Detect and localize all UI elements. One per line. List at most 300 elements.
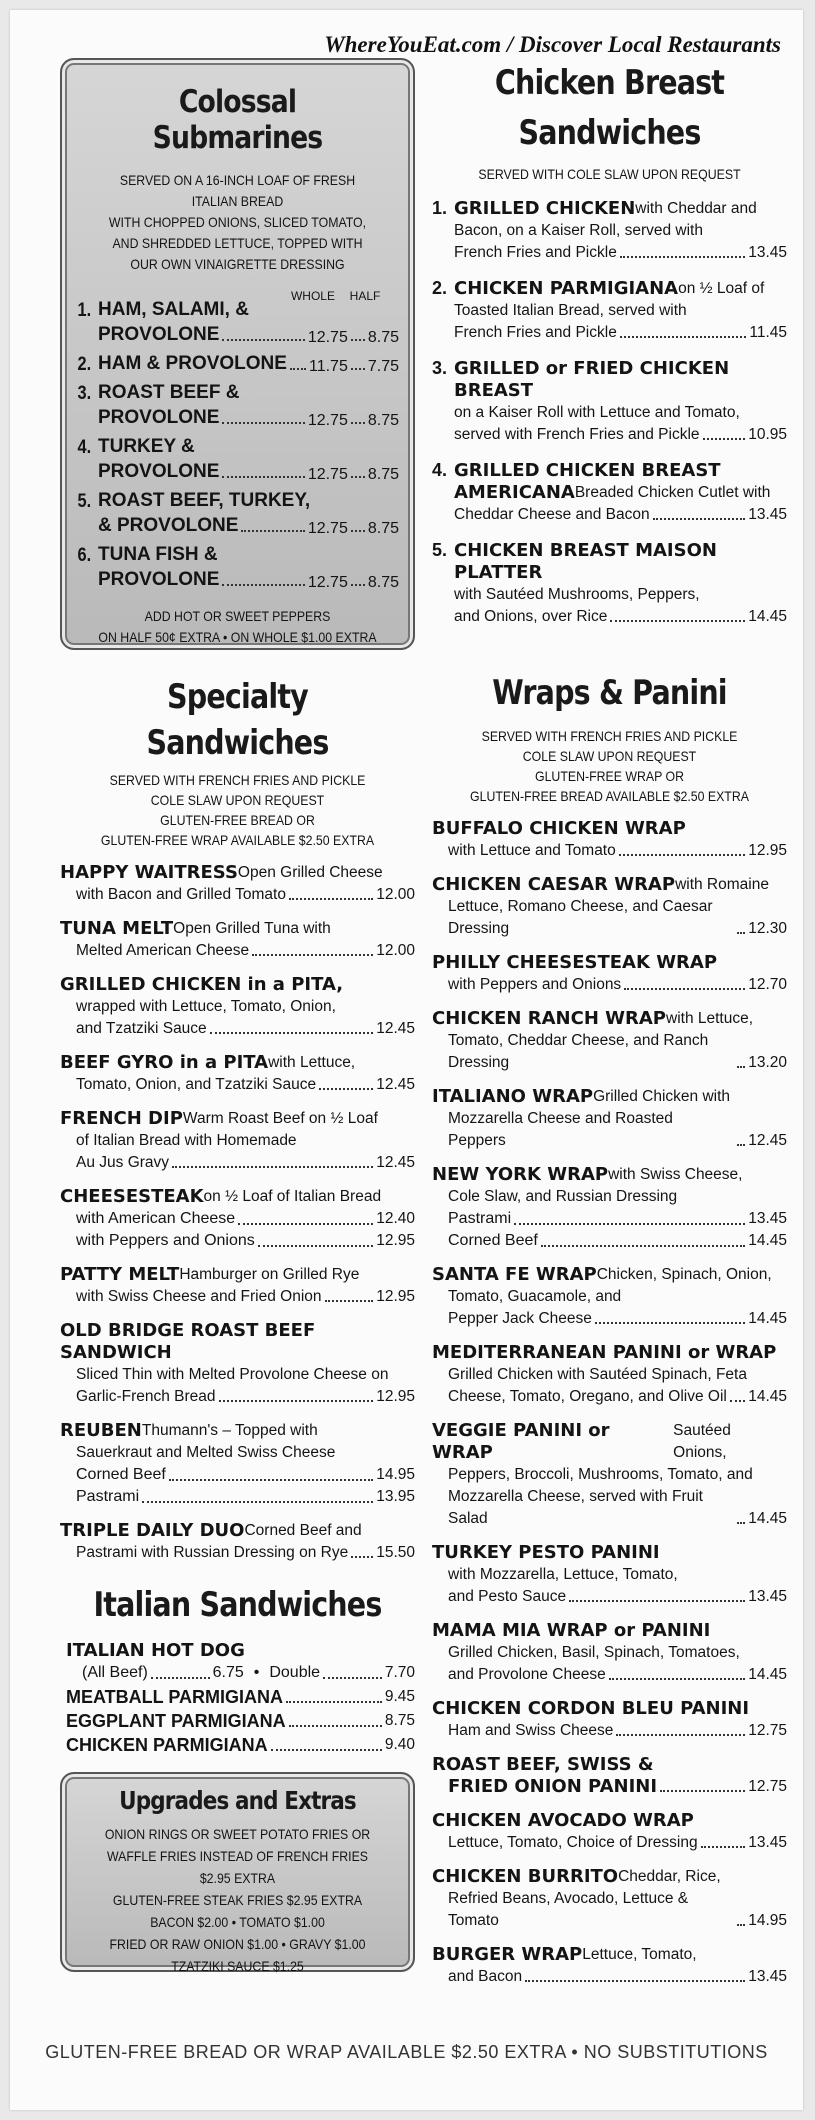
item-title-line <box>432 1776 787 1798</box>
item-desc: Cheddar, Rice, <box>618 1868 721 1885</box>
item-desc: Toasted Italian Bread, served with <box>454 302 687 319</box>
item-title-line <box>60 1320 415 1364</box>
menu-item[interactable] <box>432 1342 787 1408</box>
item-title-line <box>432 1542 787 1564</box>
item-title-line <box>432 818 787 840</box>
menu-item[interactable] <box>60 1052 415 1096</box>
chicken-item[interactable] <box>432 198 787 264</box>
dot-leader <box>351 422 365 424</box>
submarine-name-line <box>76 434 399 459</box>
item-name: TURKEY & <box>98 436 195 457</box>
dot-leader <box>210 1032 374 1034</box>
item-desc-line <box>454 300 787 322</box>
item-number: 3. <box>77 383 92 404</box>
whole-price: 12.75 <box>307 329 348 346</box>
item-name: PHILLY CHEESESTEAK WRAP <box>432 952 718 973</box>
item-desc: Sliced Thin with Melted Provolone Cheese on <box>76 1366 389 1383</box>
wraps-title: Wraps & Panini <box>492 673 727 713</box>
item-name: MAMA MIA WRAP or PANINI <box>432 1620 711 1641</box>
menu-item[interactable] <box>60 1108 415 1174</box>
item-name: ROAST BEEF & <box>98 382 240 403</box>
item-number: 1. <box>432 198 448 218</box>
item-price: 11.45 <box>749 324 787 341</box>
dot-leader <box>609 1678 746 1680</box>
item-desc-line <box>60 1130 415 1152</box>
menu-item[interactable] <box>432 818 787 862</box>
item-title-line <box>454 198 787 220</box>
item-name: PROVOLONE <box>98 461 220 482</box>
item-price: 12.75 <box>748 1722 787 1739</box>
submarine-name-line <box>76 380 399 405</box>
item-title-line <box>60 918 415 940</box>
item-desc-line <box>454 584 787 606</box>
item-desc-line <box>432 896 787 940</box>
item-number: 1. <box>77 300 92 321</box>
half-price: 8.75 <box>367 329 399 346</box>
dot-leader <box>737 1144 745 1146</box>
item-desc: Mozzarella Cheese and Roasted Peppers <box>448 1110 673 1149</box>
item-name: CHICKEN BURRITO <box>432 1866 619 1887</box>
item-name: MEDITERRANEAN PANINI or WRAP <box>432 1342 777 1363</box>
dot-leader <box>569 1600 745 1602</box>
item-desc: Breaded Chicken Cutlet with <box>574 484 771 501</box>
dot-leader <box>351 339 365 341</box>
item-desc: French Fries and Pickle <box>454 324 617 341</box>
dot-leader <box>351 368 365 370</box>
dot-leader <box>222 476 304 478</box>
whole-price: 12.75 <box>307 520 348 537</box>
footer-note: GLUTEN-FREE BREAD OR WRAP AVAILABLE $2.50 EXTRA • NO SUBSTITUTIONS <box>45 2042 768 2062</box>
submarine-item[interactable] <box>76 488 399 538</box>
dot-leader <box>610 620 745 622</box>
item-desc-line <box>432 1486 787 1530</box>
item-title-line <box>454 278 787 300</box>
item-title-line <box>60 974 415 996</box>
item-desc: Cheddar Cheese and Bacon <box>454 506 650 523</box>
dot-leader <box>325 1300 374 1302</box>
wraps-note: SERVED WITH FRENCH FRIES AND PICKLE COLE SLAW UPON REQUEST GLUTEN-FREE WRAP OR GLUTEN-FREE BREAD AVAILABLE $2.50 EXTRA <box>470 728 749 804</box>
item-name: CHICKEN CORDON BLEU PANINI <box>432 1698 750 1719</box>
item-desc: Tomato, Cheddar Cheese, and Ranch Dressing <box>448 1032 709 1071</box>
item-desc: Lettuce, Romano Cheese, and Caesar Dressing <box>448 898 713 937</box>
item-number: 2. <box>77 354 92 375</box>
submarines-note: SERVED ON A 16-INCH LOAF OF FRESH ITALIAN BREAD WITH CHOPPED ONIONS, SLICED TOMATO, AND SHREDDED LETTUCE, TOPPED WITH OUR OWN VINAIGRETTE DRESSING <box>108 172 367 272</box>
dot-leader <box>289 898 373 900</box>
item-name: HAM & PROVOLONE <box>98 353 287 374</box>
dot-leader <box>351 476 365 478</box>
item-name: CHICKEN RANCH WRAP <box>432 1008 666 1029</box>
item-price: 12.95 <box>376 1388 415 1405</box>
item-name: PROVOLONE <box>98 407 220 428</box>
item-price: 12.45 <box>376 1076 415 1093</box>
dot-leader <box>219 1400 374 1402</box>
item-desc: Lettuce, Tomato, <box>582 1946 697 1963</box>
item-number: 3. <box>432 358 448 378</box>
item-title-line <box>432 1810 787 1832</box>
item-name: CHICKEN PARMIGIANA <box>66 1735 268 1755</box>
item-name: TUNA MELT <box>60 918 174 939</box>
item-name: FRIED ONION PANINI <box>448 1776 658 1797</box>
item-title-line <box>432 1620 787 1642</box>
item-title-line <box>432 874 787 896</box>
item-title-line <box>432 1008 787 1030</box>
whole-price: 11.75 <box>309 358 348 375</box>
item-desc: Bacon, on a Kaiser Roll, served with <box>454 222 703 239</box>
submarines-box <box>60 58 415 650</box>
dot-leader <box>222 422 304 424</box>
italian-title: Italian Sandwiches <box>93 1585 382 1625</box>
right-column <box>432 58 787 1988</box>
dot-leader <box>595 1322 745 1324</box>
half-price: 7.75 <box>367 358 399 375</box>
size-column-headers: WHOLE HALF <box>290 289 381 303</box>
submarine-item[interactable] <box>76 542 399 592</box>
dot-leader <box>620 256 745 258</box>
site-banner[interactable]: WhereYouEat.com / Discover Local Restaurants <box>324 32 781 57</box>
item-title-line <box>432 1698 787 1720</box>
dot-leader <box>319 1088 373 1090</box>
item-desc-line <box>454 242 787 264</box>
item-name: AMERICANA <box>454 482 575 503</box>
item-desc-line <box>432 1720 787 1742</box>
menu-item-triple-daily-duo[interactable]: TRIPLE DAILY DUO Corned Beef and Pastrami with Russian Dressing on Rye 15.50 <box>60 1520 415 1561</box>
menu-item[interactable] <box>432 1264 787 1330</box>
item-body <box>454 278 787 344</box>
item-desc: Warm Roast Beef on ½ Loaf <box>182 1110 378 1127</box>
wraps-list-2 <box>432 1264 787 1988</box>
dot-leader <box>271 1749 382 1751</box>
item-desc: wrapped with Lettuce, Tomato, Onion, <box>76 998 336 1015</box>
dot-leader <box>241 530 304 532</box>
submarine-price-line <box>76 405 399 430</box>
item-price: 12.00 <box>376 886 415 903</box>
item-price: 14.45 <box>748 1388 787 1405</box>
item-title-line <box>60 1108 415 1130</box>
dot-leader <box>172 1166 373 1168</box>
chicken-item[interactable] <box>432 540 787 628</box>
item-name: BEEF GYRO in a PITA <box>60 1052 269 1073</box>
wraps-list <box>432 818 787 1152</box>
menu-item[interactable] <box>454 358 787 446</box>
menu-item[interactable] <box>60 918 415 962</box>
item-desc: Chicken, Spinach, Onion, <box>596 1266 772 1283</box>
dot-leader <box>222 339 304 341</box>
item-desc-line <box>432 1386 787 1408</box>
item-desc: with Sautéed Mushrooms, Peppers, <box>454 586 700 603</box>
item-price: 8.75 <box>384 1712 415 1729</box>
whole-price: 12.75 <box>307 574 348 591</box>
item-title-line <box>60 1264 415 1286</box>
item-desc: Au Jus Gravy <box>76 1154 170 1171</box>
item-price: 12.70 <box>748 976 787 993</box>
item-price: 12.45 <box>376 1154 415 1171</box>
menu-item[interactable] <box>60 1320 415 1408</box>
specialty-note: SERVED WITH FRENCH FRIES AND PICKLE COLE SLAW UPON REQUEST GLUTEN-FREE BREAD OR GLUTEN-FREE WRAP AVAILABLE $2.50 EXTRA <box>100 772 375 848</box>
item-desc-line <box>432 1832 787 1854</box>
item-desc: Open Grilled Tuna with <box>173 920 331 937</box>
item-name: BUFFALO CHICKEN WRAP <box>432 818 686 839</box>
submarines-list <box>76 297 399 592</box>
menu-item[interactable] <box>432 1866 787 1932</box>
menu-item[interactable] <box>454 540 787 628</box>
chicken-title: Chicken Breast Sandwiches <box>494 63 725 153</box>
submarine-price-line <box>76 459 399 484</box>
item-body <box>454 358 787 446</box>
item-name: EGGPLANT PARMIGIANA <box>66 1711 286 1731</box>
item-desc: Refried Beans, Avocado, Lettuce & Tomato <box>448 1890 689 1929</box>
menu-item[interactable] <box>432 1810 787 1854</box>
dot-leader <box>222 584 304 586</box>
item-desc: Cheese, Tomato, Oregano, and Olive Oil <box>448 1388 727 1405</box>
item-body <box>454 460 787 526</box>
dot-leader <box>620 336 747 338</box>
menu-item[interactable] <box>432 1754 787 1798</box>
item-desc-line <box>60 1074 415 1096</box>
item-number: 4. <box>77 437 92 458</box>
submarine-name-line <box>76 542 399 567</box>
chicken-item[interactable] <box>432 358 787 446</box>
item-name: TURKEY PESTO PANINI <box>432 1542 660 1563</box>
item-desc-line <box>454 322 787 344</box>
item-desc: and Provolone Cheese <box>448 1666 606 1683</box>
item-desc: Mozzarella Cheese, served with Fruit Salad <box>448 1488 703 1527</box>
item-desc-line <box>454 220 787 242</box>
item-name: CHICKEN AVOCADO WRAP <box>432 1810 694 1831</box>
item-price: 14.45 <box>748 608 787 625</box>
item-desc: with Peppers and Onions <box>448 976 622 993</box>
specialty-list-2 <box>60 1264 415 1408</box>
item-title-line <box>432 1420 787 1464</box>
item-title-line <box>432 1866 787 1888</box>
chicken-note: SERVED WITH COLE SLAW UPON REQUEST <box>478 166 741 182</box>
item-desc: Open Grilled Cheese <box>237 864 383 881</box>
item-name: GRILLED or FRIED CHICKEN BREAST <box>454 358 730 401</box>
item-price: 12.45 <box>376 1020 415 1037</box>
item-desc-line <box>454 424 787 446</box>
item-desc-line <box>432 1586 787 1608</box>
menu-item[interactable] <box>432 1698 787 1742</box>
item-desc: French Fries and Pickle <box>454 244 617 261</box>
dot-leader <box>616 1734 745 1736</box>
item-desc-line <box>60 940 415 962</box>
item-desc: Grilled Chicken, Basil, Spinach, Tomatoes, <box>448 1644 740 1661</box>
menu-item[interactable] <box>66 1734 415 1756</box>
menu-item[interactable] <box>432 952 787 996</box>
item-name: HAPPY WAITRESS <box>60 862 238 883</box>
item-title-line <box>432 1944 787 1966</box>
item-desc-line <box>432 840 787 862</box>
menu-item[interactable] <box>454 460 787 526</box>
submarines-title: Colossal Submarines <box>152 84 323 156</box>
submarine-price-line <box>76 322 399 347</box>
item-desc: with Lettuce, <box>268 1054 356 1071</box>
submarine-name-line <box>76 488 399 513</box>
menu-item[interactable] <box>432 1944 787 1988</box>
item-desc-line <box>432 974 787 996</box>
item-name: HAM, SALAMI, & <box>98 299 249 320</box>
item-desc: Tomato, Guacamole, and <box>448 1288 622 1305</box>
item-name: ITALIANO WRAP <box>432 1086 594 1107</box>
menu-page <box>10 10 803 2110</box>
item-number: 6. <box>77 545 92 566</box>
dot-leader <box>624 988 745 990</box>
item-desc: with Bacon and Grilled Tomato <box>76 886 286 903</box>
menu-item[interactable] <box>60 862 415 906</box>
item-title-line <box>454 540 787 584</box>
dot-leader <box>653 518 746 520</box>
item-desc-line <box>432 1286 787 1308</box>
item-price: 10.95 <box>748 426 787 443</box>
item-price: 14.45 <box>748 1510 787 1527</box>
item-title-line <box>432 1754 787 1776</box>
item-number: 5. <box>432 540 448 560</box>
item-desc-line <box>60 996 415 1018</box>
dot-leader <box>351 530 365 532</box>
item-price: 9.40 <box>384 1736 415 1753</box>
item-number: 5. <box>77 491 92 512</box>
item-desc-line <box>60 1364 415 1386</box>
submarine-item[interactable] <box>76 434 399 484</box>
item-name: CHICKEN CAESAR WRAP <box>432 874 676 895</box>
item-price: 9.45 <box>384 1688 415 1705</box>
item-desc: with Cheddar and <box>635 200 757 217</box>
item-name: CHICKEN PARMIGIANA <box>454 278 679 299</box>
dot-leader <box>701 1846 746 1848</box>
chicken-item[interactable] <box>432 278 787 344</box>
item-desc-line <box>432 1030 787 1074</box>
whole-price: 12.75 <box>307 412 348 429</box>
item-price: 12.45 <box>748 1132 787 1149</box>
item-desc-line <box>60 1286 415 1308</box>
menu-item[interactable] <box>60 974 415 1040</box>
item-name: GRILLED CHICKEN <box>454 198 636 219</box>
item-desc: Peppers, Broccoli, Mushrooms, Tomato, and <box>448 1466 753 1483</box>
item-desc: served with French Fries and Pickle <box>454 426 700 443</box>
item-name: FRENCH DIP <box>60 1108 183 1129</box>
item-desc: on a Kaiser Roll with Lettuce and Tomato, <box>454 404 740 421</box>
item-number: 4. <box>432 460 448 480</box>
item-name: PROVOLONE <box>98 324 220 345</box>
menu-item[interactable] <box>66 1686 415 1708</box>
item-desc: with Mozzarella, Lettuce, Tomato, <box>448 1566 678 1583</box>
submarine-item[interactable] <box>76 351 399 376</box>
menu-item-cheesesteak[interactable]: CHEESESTEAK on ½ Loaf of Italian Bread with American Cheese 12.40 with Peppers and Onions 12.95 <box>60 1186 415 1249</box>
menu-item-reuben[interactable]: REUBEN Thumann's – Topped with Sauerkraut and Melted Swiss Cheese Corned Beef 14.95 Pastrami 13.95 <box>60 1420 415 1505</box>
item-desc-line <box>432 1464 787 1486</box>
item-desc-line <box>60 884 415 906</box>
item-desc: Sautéed Onions, <box>673 1422 731 1461</box>
item-desc: with Lettuce, <box>666 1010 754 1027</box>
dot-leader <box>737 1066 745 1068</box>
item-desc: Tomato, Onion, and Tzatziki Sauce <box>76 1076 317 1093</box>
item-desc: Pepper Jack Cheese <box>448 1310 592 1327</box>
item-price: 14.45 <box>748 1310 787 1327</box>
item-title-line <box>432 1342 787 1364</box>
submarine-item[interactable] <box>76 380 399 430</box>
half-price: 8.75 <box>367 412 399 429</box>
item-desc-line <box>432 1108 787 1152</box>
item-desc-line <box>60 1152 415 1174</box>
item-desc-line <box>454 504 787 526</box>
item-price: 13.20 <box>748 1054 787 1071</box>
dot-leader <box>286 1701 382 1703</box>
item-desc: and Tzatziki Sauce <box>76 1020 207 1037</box>
menu-item[interactable] <box>432 1420 787 1530</box>
item-name: SANTA FE WRAP <box>432 1264 597 1285</box>
item-desc: with Swiss Cheese and Fried Onion <box>76 1288 322 1305</box>
dot-leader <box>351 584 365 586</box>
menu-item[interactable] <box>454 278 787 344</box>
item-name: GRILLED CHICKEN in a PITA, <box>60 974 344 995</box>
menu-item[interactable] <box>432 1620 787 1686</box>
upgrades-lines: ONION RINGS OR SWEET POTATO FRIES OR WAFFLE FRIES INSTEAD OF FRENCH FRIES $2.95 EXTRA GLUTEN-FREE STEAK FRIES $2.95 EXTRA BACON $2.00 • TOMATO $1.00 FRIED OR RAW ONION $1.00 • GRAVY $1.00 TZATZIKI SAUCE $1.25 <box>104 1826 371 1974</box>
item-name: VEGGIE PANINI or WRAP <box>432 1420 610 1463</box>
menu-item[interactable] <box>454 198 787 264</box>
chicken-list <box>432 198 787 628</box>
item-desc: Hamburger on Grilled Rye <box>179 1266 360 1283</box>
item-desc: Garlic-French Bread <box>76 1388 216 1405</box>
submarine-price-line <box>76 513 399 538</box>
item-desc: and Bacon <box>448 1968 523 1985</box>
item-desc-line <box>432 1888 787 1932</box>
item-price: 14.45 <box>748 1666 787 1683</box>
upgrades-box <box>60 1772 415 1972</box>
item-desc: Grilled Chicken with <box>593 1088 731 1105</box>
submarine-item[interactable] <box>76 297 399 347</box>
submarine-name-line <box>76 297 399 322</box>
item-price: 13.45 <box>748 1968 787 1985</box>
item-desc-line <box>432 1308 787 1330</box>
item-desc-line <box>432 1664 787 1686</box>
menu-item[interactable] <box>432 874 787 940</box>
item-desc: Lettuce, Tomato, Choice of Dressing <box>448 1834 698 1851</box>
chicken-item[interactable] <box>432 460 787 526</box>
menu-item-new-york-wrap[interactable]: NEW YORK WRAP with Swiss Cheese, Cole Slaw, and Russian Dressing Pastrami 13.45 Corned Beef 14.45 <box>432 1164 787 1249</box>
dot-leader <box>525 1980 745 1982</box>
item-desc: and Pesto Sauce <box>448 1588 567 1605</box>
item-title-line <box>60 862 415 884</box>
dot-leader <box>252 954 373 956</box>
dot-leader <box>619 854 745 856</box>
item-name: ROAST BEEF, TURKEY, <box>98 490 311 511</box>
item-desc-line <box>454 606 787 628</box>
submarines-extra: ADD HOT OR SWEET PEPPERS ON HALF 50¢ EXTRA • ON WHOLE $1.00 EXTRA <box>98 608 377 645</box>
item-name: PROVOLONE <box>98 569 220 590</box>
menu-item[interactable] <box>66 1710 415 1732</box>
dot-leader <box>737 1924 745 1926</box>
item-desc: on ½ Loaf of <box>678 280 765 297</box>
upgrades-title: Upgrades and Extras <box>119 1786 356 1815</box>
item-desc: Grilled Chicken with Sautéed Spinach, Feta <box>448 1366 747 1383</box>
submarine-price-line <box>76 567 399 592</box>
item-price: 12.95 <box>748 842 787 859</box>
item-price: 13.45 <box>748 1834 787 1851</box>
item-desc-line <box>432 1564 787 1586</box>
dot-leader <box>730 1400 745 1402</box>
item-name: OLD BRIDGE ROAST BEEF SANDWICH <box>60 1320 316 1363</box>
menu-item[interactable] <box>432 1086 787 1152</box>
left-column <box>60 58 415 1972</box>
menu-item[interactable] <box>60 1264 415 1308</box>
menu-item-italian-hot-dog[interactable]: ITALIAN HOT DOG (All Beef) 6.75 • Double 7.70 <box>66 1640 416 1681</box>
item-price: 12.00 <box>376 942 415 959</box>
dot-leader <box>703 438 746 440</box>
item-title-line <box>454 482 787 504</box>
item-title-line <box>432 952 787 974</box>
specialty-title: Specialty Sandwiches <box>146 677 329 763</box>
menu-item[interactable] <box>432 1542 787 1608</box>
menu-item[interactable] <box>432 1008 787 1074</box>
